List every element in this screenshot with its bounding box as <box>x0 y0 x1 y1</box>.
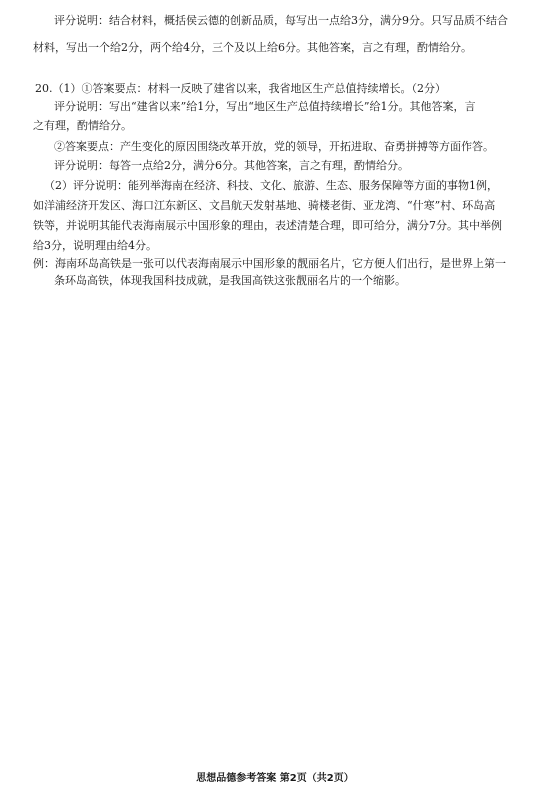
page-footer: 思想品德参考答案 第2页（共2页） <box>196 773 354 784</box>
example-line: 条环岛高铁，体现我国科技成就，是我国高铁这张靓丽名片的一个缩影。 <box>54 274 406 287</box>
text-line: 铁等，并说明其能代表海南展示中国形象的理由，表述清楚合理，即可给分，满分7分。其中举例 <box>33 219 502 232</box>
text-line: 评分说明：每答一点给2分，满分6分。其他答案，言之有理，酌情给分。 <box>54 159 409 172</box>
example-line: 例：海南环岛高铁是一张可以代表海南展示中国形象的靓丽名片，它方便人们出行，是世界上第一 <box>33 257 506 270</box>
text-line: 评分说明：写出“建省以来”给1分，写出“地区生产总值持续增长”给1分。其他答案，言 <box>54 100 476 113</box>
text-line: 给3分，说明理由给4分。 <box>33 239 157 252</box>
text-line: 如洋浦经济开发区、海口江东新区、文昌航天发射基地、骑楼老街、亚龙湾、“什寒”村、环岛高 <box>33 199 496 212</box>
text-line: 评分说明：结合材料，概括侯云德的创新品质，每写出一点给3分，满分9分。只写品质不结合 <box>54 14 508 27</box>
question-20-heading: 20.（1）①答案要点：材料一反映了建省以来，我省地区生产总值持续增长。（2分） <box>35 82 446 95</box>
text-line: 之有理，酌情给分。 <box>33 119 132 132</box>
text-line: ②答案要点：产生变化的原因围绕改革开放，党的领导，开拓进取、奋勇拼搏等方面作答。 <box>54 140 494 153</box>
text-line: （2）评分说明：能列举海南在经济、科技、文化、旅游、生态、服务保障等方面的事物1例， <box>44 179 498 192</box>
text-line: 材料，写出一个给2分，两个给4分，三个及以上给6分。其他答案，言之有理，酌情给分。 <box>33 41 472 54</box>
